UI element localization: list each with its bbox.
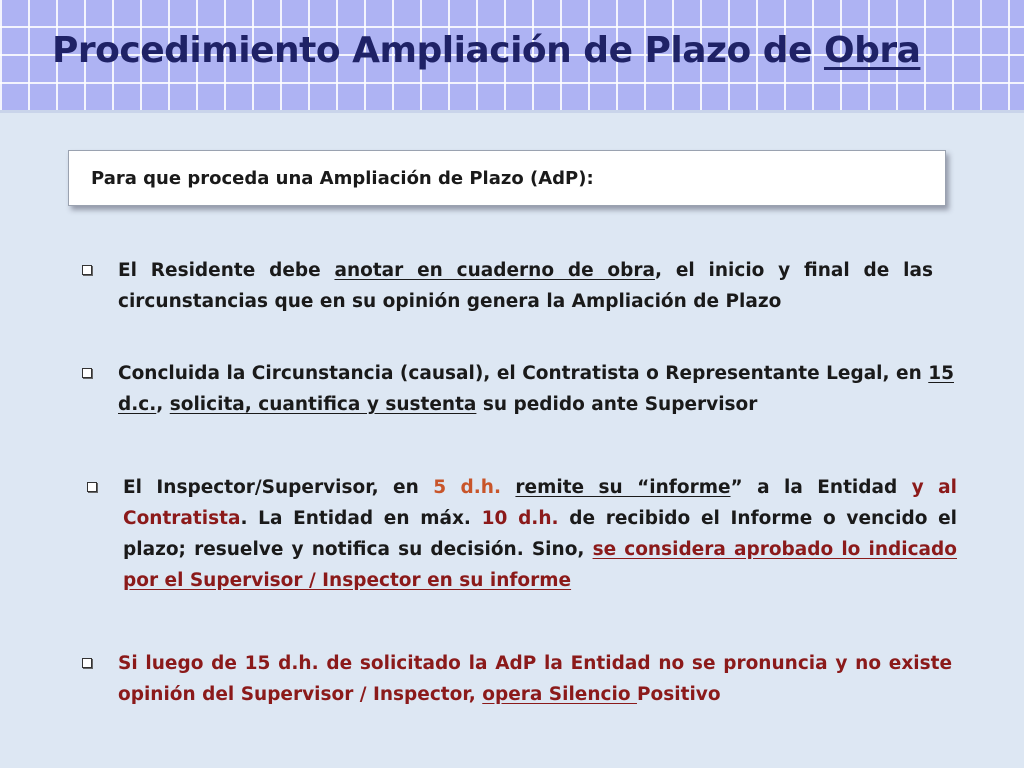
bullet3-deadline-5dh: 5 d.h. [433,477,501,498]
bullet-item-2 [118,358,954,420]
bullet3-text-i: de recibido el Informe o vencido el plazo; resuelve y notifica su decisión. Sino, [123,508,958,560]
bullet4-text-a: Si luego de 15 d.h. de solicitado la AdP la Entidad no se pronuncia y no existe opinión del Supervisor / Inspector, [118,653,952,705]
bullet-item-4 [118,648,952,710]
bullet3-text-c [501,477,515,498]
bullet2-text-e: su pedido ante Supervisor [476,394,758,415]
bullet-item-1 [118,255,933,317]
page-title [52,30,920,71]
bullet3-text-a: El Inspector/Supervisor, en [123,477,434,498]
callout-text: Para que proceda una Ampliación de Plazo (AdP): [91,168,594,189]
checkbox-bullet-icon [82,265,92,275]
bullet2-text-a: Concluida la Circunstancia (causal), el Contratista o Representante Legal, en [118,363,929,384]
checkbox-bullet-icon [82,368,92,378]
checkbox-bullet-icon [82,658,92,668]
title-underlined-word: Obra [823,30,921,71]
bullet2-text-b: 15 d.c. [118,363,954,415]
bullet1-text-b: anotar en cuaderno de obra [334,260,655,281]
bullet-item-3 [123,472,957,596]
checkbox-bullet-icon [87,482,97,492]
bullet3-deadline-10dh: 10 d.h. [481,508,559,529]
bullet1-text-a: El Residente debe [118,260,335,281]
bullet3-text-j: se considera aprobado lo indicado por el Supervisor / Inspector en su informe [123,539,957,591]
bullet3-text-f: y al Contratista [123,477,957,529]
bullet4-text-b: opera Silencio [482,684,637,705]
bullet3-text-g: . La Entidad en máx. [240,508,482,529]
bullet4-text-c: Positivo [636,684,721,705]
bullet2-text-d: solicita, cuantifica y sustenta [169,394,477,415]
bullet3-text-d: remite su “informe [515,477,731,498]
bullet1-text-c: , el inicio y final de las circunstancias que en su opinión genera la Ampliación de Plazo [118,260,933,312]
bullet2-text-c: , [156,394,170,415]
title-text: Procedimiento Ampliación de Plazo de [52,30,824,71]
bullet3-text-e: ” a la Entidad [730,477,912,498]
callout-box [68,150,946,206]
